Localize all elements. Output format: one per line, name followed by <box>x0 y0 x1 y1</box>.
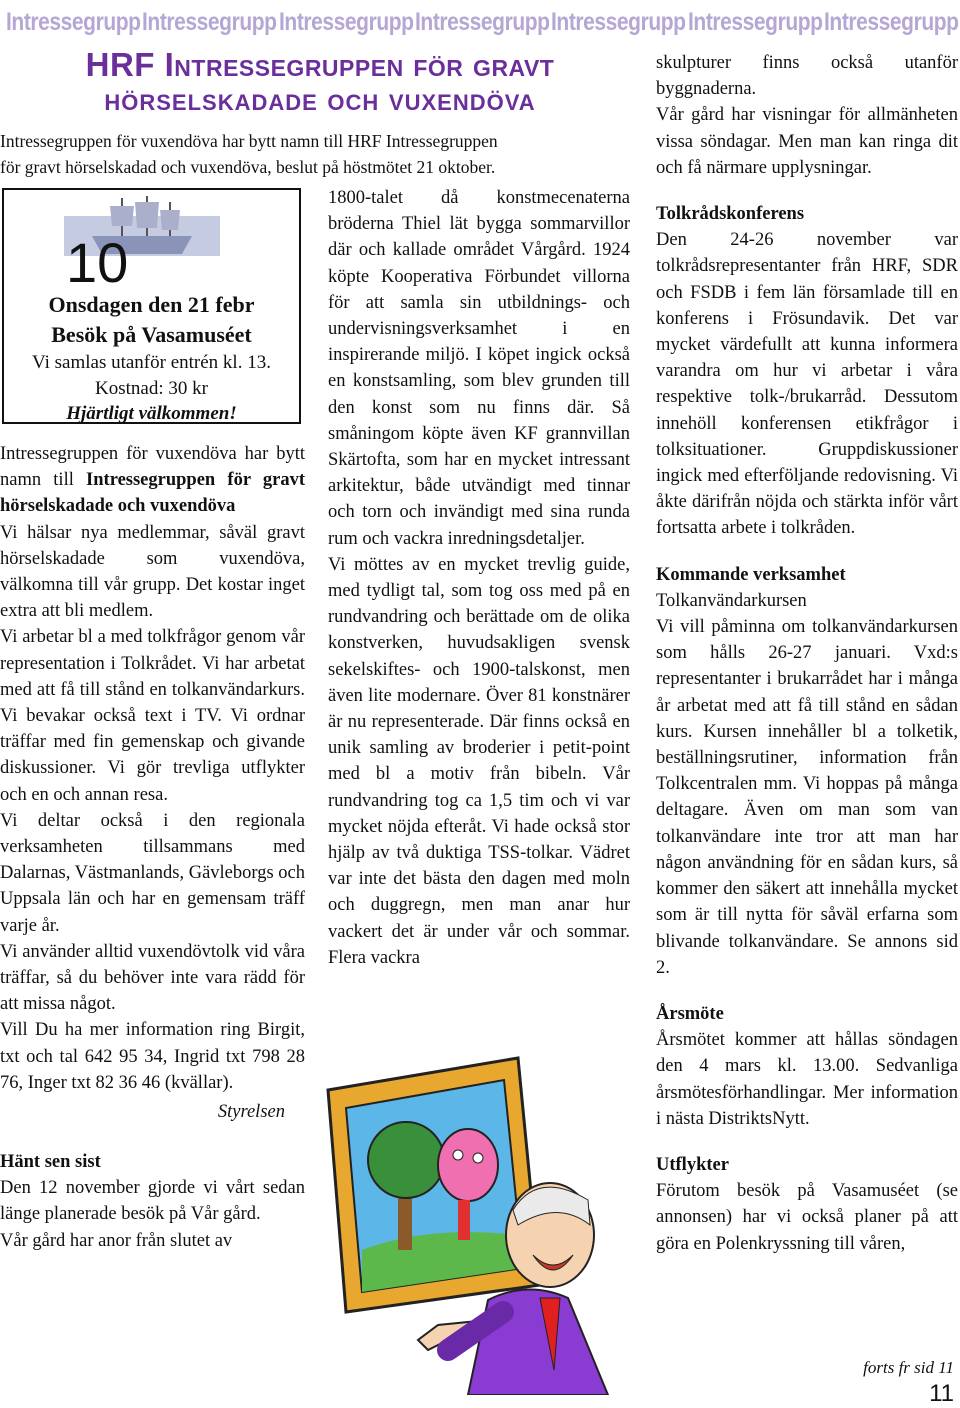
paragraph: Vår gård har visningar för allmänheten vissa söndagar. Men man kan ringa dit och få närmare upplysningar. <box>656 105 958 178</box>
paragraph: Vi möttes av en mycket trevlig guide, med tydligt tal, som tog oss med på en rundvandring och berättade om de olika konstverken, huvudsakligen svensk sekelskiftes- och 1900-talskonst, men även lite modernare. Över 81 konstnärer är nu representerade. Där finns också en unik samling av broderier i petit-point med bl a motiv från bibeln. Vår rundvandring tog ca 1,5 tim och vi var mycket nöjda efteråt. Vi hade också stor hjälp av två duktiga TSS-tolkar. Vädret var inte det bästa den dagen med moln och duggregn, men man anar hur vackert det är under vår och sommar. Flera vackra <box>328 554 630 968</box>
paragraph: Vi deltar också i den regionala verksamheten tillsammans med Dalarnas, Västmanlands, Gävleborgs och Uppsala län och har en gemensam träff varje år. <box>0 810 306 936</box>
paragraph: Förutom besök på Vasamuséet (se annonsen) har vi också planer på att göra en Polenkryssning till våren, <box>656 1181 958 1254</box>
subheading-tolkanvandarkursen: Tolkanvändarkursen <box>656 590 807 611</box>
event-title: Besök på Vasamuséet <box>51 322 252 347</box>
heading-kommande-verksamhet: Kommande verksamhet <box>656 564 846 585</box>
paragraph: Den 24-26 november var tolkrådsrepresentanter från HRF, SDR och FSDB i fem län församlade till en konferens i Frösundavik. Det var mycket värdefullt att kunna informera varandra om hur vi arbetar i våra respektive tolk-/brukarråd. Dessutom innehöll konferensen etikfrågor i tolksituationer. Gruppdiskussioner ingick med efterföljande redovisning. Vi åkte därifrån nöjda och stärkta inför vårt fortsatta arbete i tolkråden. <box>656 230 958 539</box>
event-box <box>2 188 301 424</box>
event-date: Onsdagen den 21 febr <box>48 292 255 317</box>
signature: Styrelsen <box>217 1102 285 1123</box>
column-middle <box>328 185 630 971</box>
intro-line2: för gravt hörselskadad och vuxendöva, beslut på höstmötet 21 oktober. <box>0 157 496 177</box>
heading-arsmote: Årsmöte <box>656 1003 724 1024</box>
banner-word: Intressegrupp <box>6 7 141 36</box>
event-welcome: Hjärtligt välkommen! <box>66 403 237 424</box>
paragraph: Vi vill påminna om tolkanvändarkursen som hålls 26-27 januari. Vxd:s representanter i brukarrådet har i många år arbetat med att få till stånd en sådan kurs. Kursen innehåller bl a tolketik, beställningsrutiner, information från Tolkcentralen mm. Vi hoppas på många deltagare. Även om man som van tolkanvändare inte tror att man har någon användning för en sådan kurs, så kommer den säkert att innehålla mycket som är till nytta för såväl erfarna som blivande tolkanvändare. Se annons sid 2. <box>656 617 958 978</box>
paragraph: Intressegruppen för vuxendöva har bytt namn till Intressegruppen för gravt hörselskadade och vuxendöva <box>0 444 305 517</box>
paragraph: Vi använder alltid vuxendövtolk vid våra träffar, så du behöver inte vara rädd för att missa något. <box>0 941 305 1015</box>
column-right <box>656 50 958 1257</box>
event-cost: Kostnad: 30 kr <box>95 378 208 399</box>
intro-line1: Intressegruppen för vuxendöva har bytt namn till HRF Intressegruppen <box>0 131 498 151</box>
page-title-line1: HRF Intressegruppen för gravt <box>85 46 555 83</box>
logo-number: 10 <box>66 231 129 286</box>
paragraph: Den 12 november gjorde vi vårt sedan länge planerade besök på Vår gård. <box>0 1178 305 1225</box>
paragraph: skulpturer finns också utanför byggnaderna. <box>656 53 958 100</box>
banner-word: Intressegrupp <box>687 7 823 36</box>
heading-hant-sen-sist: Hänt sen sist <box>0 1152 101 1173</box>
top-banner <box>0 0 960 44</box>
continued-note: forts fr sid 11 <box>863 1358 954 1377</box>
banner-word: Intressegrupp <box>823 7 959 36</box>
cartoon-guide-with-painting-icon <box>318 1050 648 1395</box>
page-number: 11 <box>929 1380 954 1407</box>
page-title-line2: hörselskadade och vuxendöva <box>104 82 536 117</box>
banner-word: Intressegrupp <box>142 7 277 36</box>
column-left <box>0 441 305 1254</box>
event-meeting: Vi samlas utanför entrén kl. 13. <box>32 352 271 373</box>
banner-word: Intressegrupp <box>551 7 686 36</box>
paragraph: 1800-talet då konstmecenaterna bröderna Thiel lät bygga sommarvillor där och kallade området Vårgård. 1924 köpte Kooperativa Förbundet villorna för att samla sin utbildnings- och undervisningsverksamhet i en inspirerande miljö. I köpet ingick också en konstsamling, som blev grunden till den konst som nu finns där. Så småningom köpte även KF grannvillan Skärtofta, som har en mycket intressant arkitektur, både utvändigt med tinnar och torn och invändigt med sina runda rum och vackra inredningsdetaljer. <box>328 188 630 549</box>
vasa-museum-logo-icon <box>62 196 222 286</box>
banner-word: Intressegrupp <box>414 7 550 36</box>
paragraph: Vi hälsar nya medlemmar, såväl gravt hörselskadade som vuxendöva, välkomna till vår grupp. Det kostar inget extra att bli medlem. <box>0 522 305 622</box>
paragraph: Årsmötet kommer att hållas söndagen den 4 mars kl. 13.00. Sedvanliga årsmötesförhandlingar. Mer information i nästa DistriktsNytt. <box>656 1030 958 1129</box>
heading-tolkradskonferens: Tolkrådskonferens <box>656 204 805 225</box>
paragraph: Vi arbetar bl a med tolkfrågor genom vår representation i Tolkrådet. Vi har arbetat med att få till stånd en tolkanvändarkurs. Vi bevakar också text i TV. Vi ordnar träffar med fin gemenskap och givande diskussioner. Vi gör trevliga utflykter och en och annan resa. <box>0 627 305 805</box>
heading-utflykter: Utflykter <box>656 1154 729 1175</box>
intro <box>0 128 640 180</box>
paragraph: Vår gård har anor från slutet av <box>0 1230 233 1251</box>
paragraph: Vill Du ha mer information ring Birgit, txt och tal 642 95 34, Ingrid txt 798 28 76, Inger txt 82 36 46 (kvällar). <box>0 1020 305 1093</box>
banner-word: Intressegrupp <box>278 7 414 36</box>
